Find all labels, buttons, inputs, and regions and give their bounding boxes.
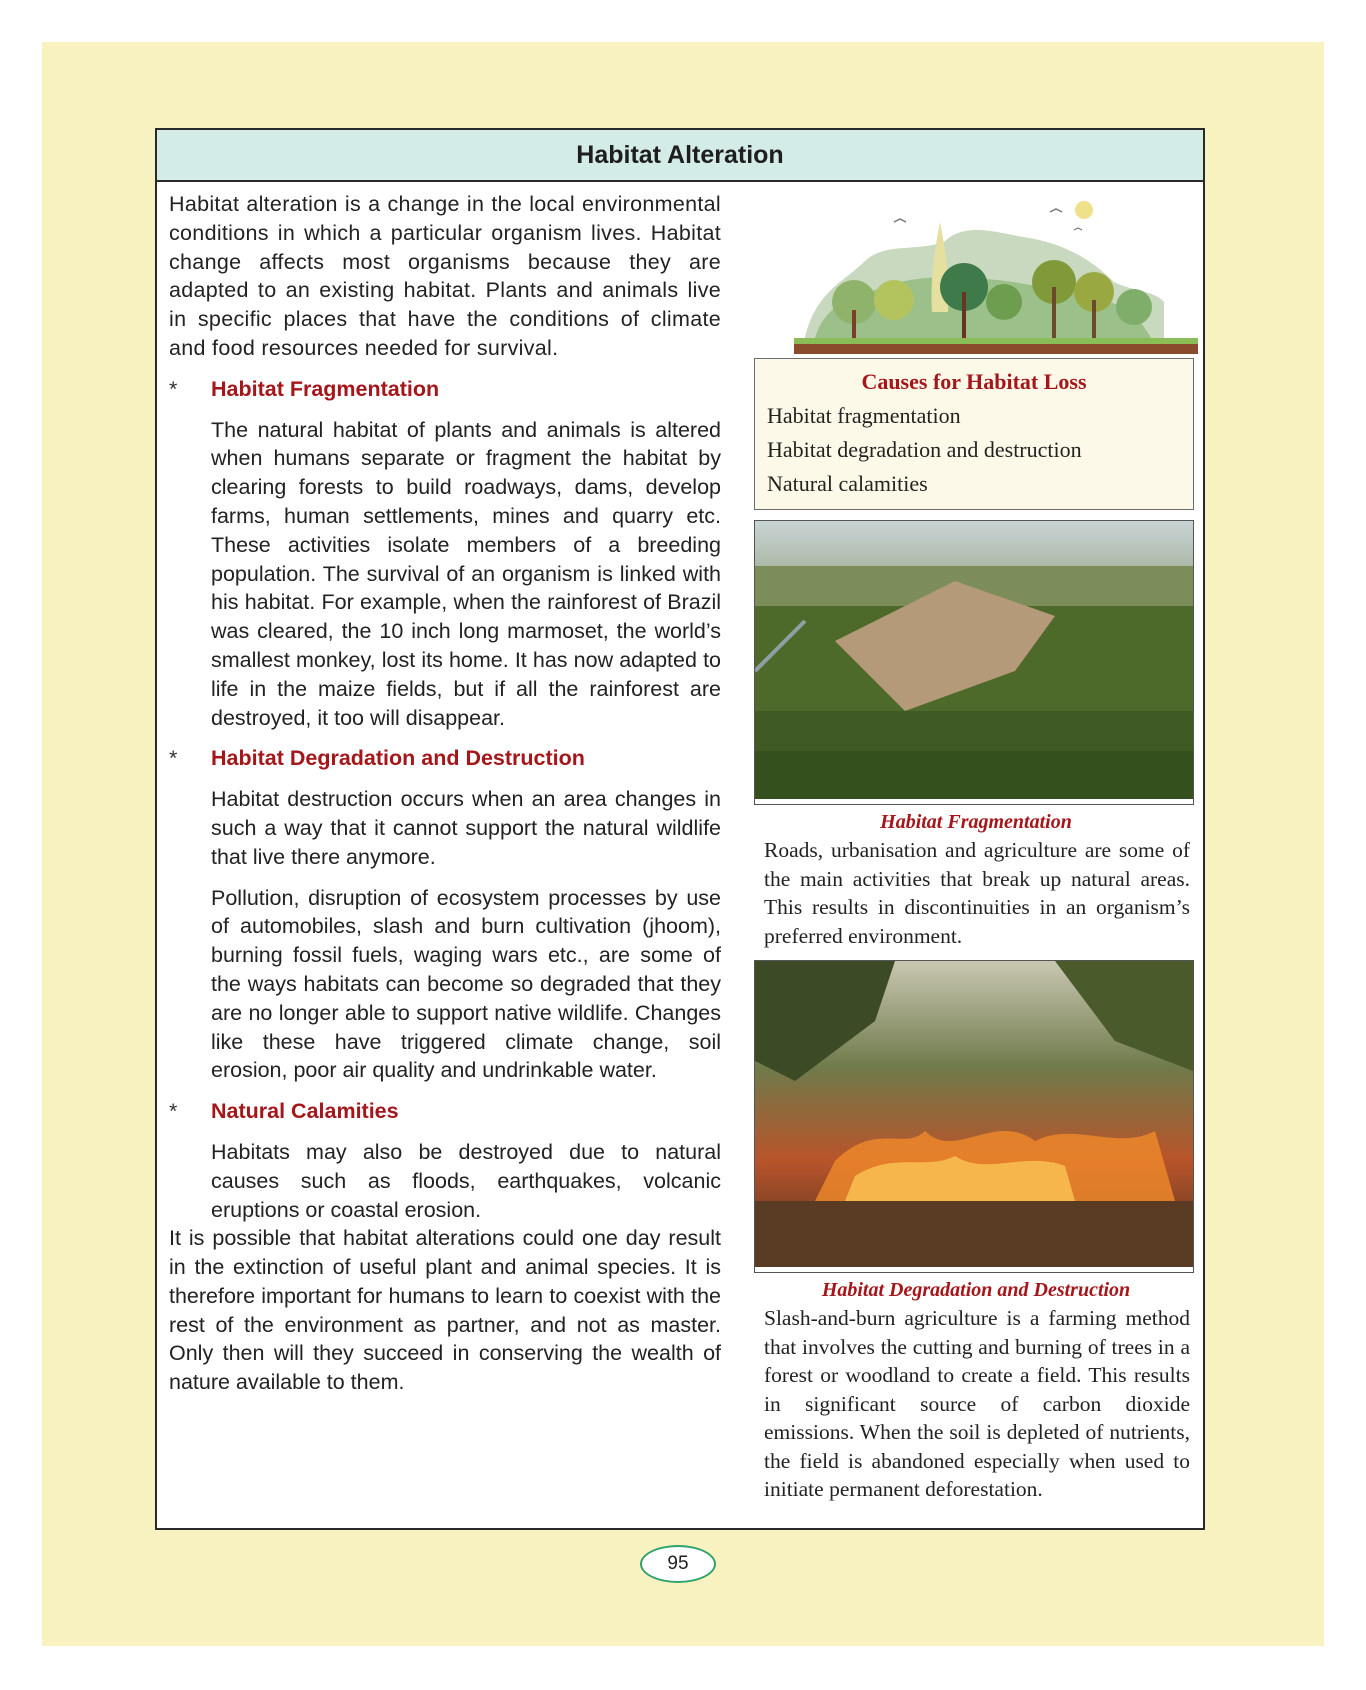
deforested-rainforest-image [755, 521, 1193, 799]
page-title: Habitat Alteration [157, 130, 1203, 182]
section-natural-calamities [169, 1097, 721, 1224]
section-habitat-fragmentation [169, 375, 721, 733]
cause-item: Habitat degradation and destruction [767, 437, 1082, 462]
bullet-star: * [169, 1099, 178, 1124]
closing-paragraph: It is possible that habitat alterations could one day result in the extinction of useful plant and animal species. It is therefore important for humans to learn to coexist with the rest of the environment as partner, and not as master. Only then will they succeed in conserving the wealth of nature available to them. [169, 1226, 721, 1395]
bullet-star: * [169, 376, 178, 401]
main-text-column [169, 190, 721, 1397]
fragmentation-photo [754, 520, 1194, 805]
cause-item: Natural calamities [767, 471, 928, 496]
section-paragraph: The natural habitat of plants and animals is altered when humans separate or fragment the habitat by clearing forests to build roadways, dams, develop farms, human settlements, mines and quarry etc. These activities isolate members of a breeding population. The survival of an organism is linked with his habitat. For example, when the rainforest of Brazil was cleared, the 10 inch long marmoset, the world’s smallest monkey, lost its home. It has now adapted to life in the maize fields, but if all the rainforest are destroyed, it too will disappear. [211, 417, 721, 730]
section-habitat-degradation [169, 744, 721, 1085]
content-box [155, 128, 1205, 1530]
section-heading: Habitat Fragmentation [211, 376, 440, 401]
page-number: 95 [640, 1545, 716, 1583]
degradation-photo [754, 960, 1194, 1273]
section-heading: Natural Calamities [211, 1099, 399, 1124]
figure-caption: Habitat Fragmentation [880, 811, 1072, 833]
section-paragraph: Habitats may also be destroyed due to natural causes such as floods, earthquakes, volcanic eruptions or coastal erosion. [211, 1139, 721, 1222]
cause-item: Habitat fragmentation [767, 403, 961, 428]
figure-description: Slash-and-burn agriculture is a farming method that involves the cutting and burning of trees in a forest or woodland to create a field. This results in significant source of carbon dioxide emissions. When the soil is depleted of nutrients, the field is abandoned especially when used to initiate permanent deforestation. [764, 1306, 1190, 1501]
figure-caption: Habitat Degradation and Destruction [821, 1279, 1131, 1301]
bullet-star: * [169, 746, 178, 771]
intro-paragraph: Habitat alteration is a change in the local environmental conditions in which a particular organism lives. Habitat change affects most organisms because they are adapted to an existing habitat. Plants and animals live in specific places that have the conditions of climate and food resources needed for survival. [169, 192, 721, 360]
section-heading: Habitat Degradation and Destruction [211, 746, 585, 771]
forest-illustration [754, 182, 1198, 358]
section-paragraph: Pollution, disruption of ecosystem processes by use of automobiles, slash and burn cultivation (jhoom), burning fossil fuels, waging wars etc., are some of the ways habitats can become so degraded that they are no longer able to support native wildlife. Changes like these have triggered climate change, soil erosion, poor air quality and undrinkable water. [211, 885, 721, 1083]
sidebar-column [754, 182, 1198, 1504]
figure-description: Roads, urbanisation and agriculture are some of the main activities that break up natural areas. This results in discontinuities in an organism’s preferred environment. [764, 838, 1190, 948]
causes-title: Causes for Habitat Loss [861, 369, 1087, 394]
section-paragraph: Habitat destruction occurs when an area changes in such a way that it cannot support the natural wildlife that live there anymore. [211, 787, 721, 869]
forest-ecosystem-icon [754, 182, 1198, 358]
burning-grassland-image [755, 961, 1193, 1267]
causes-box [754, 358, 1194, 510]
